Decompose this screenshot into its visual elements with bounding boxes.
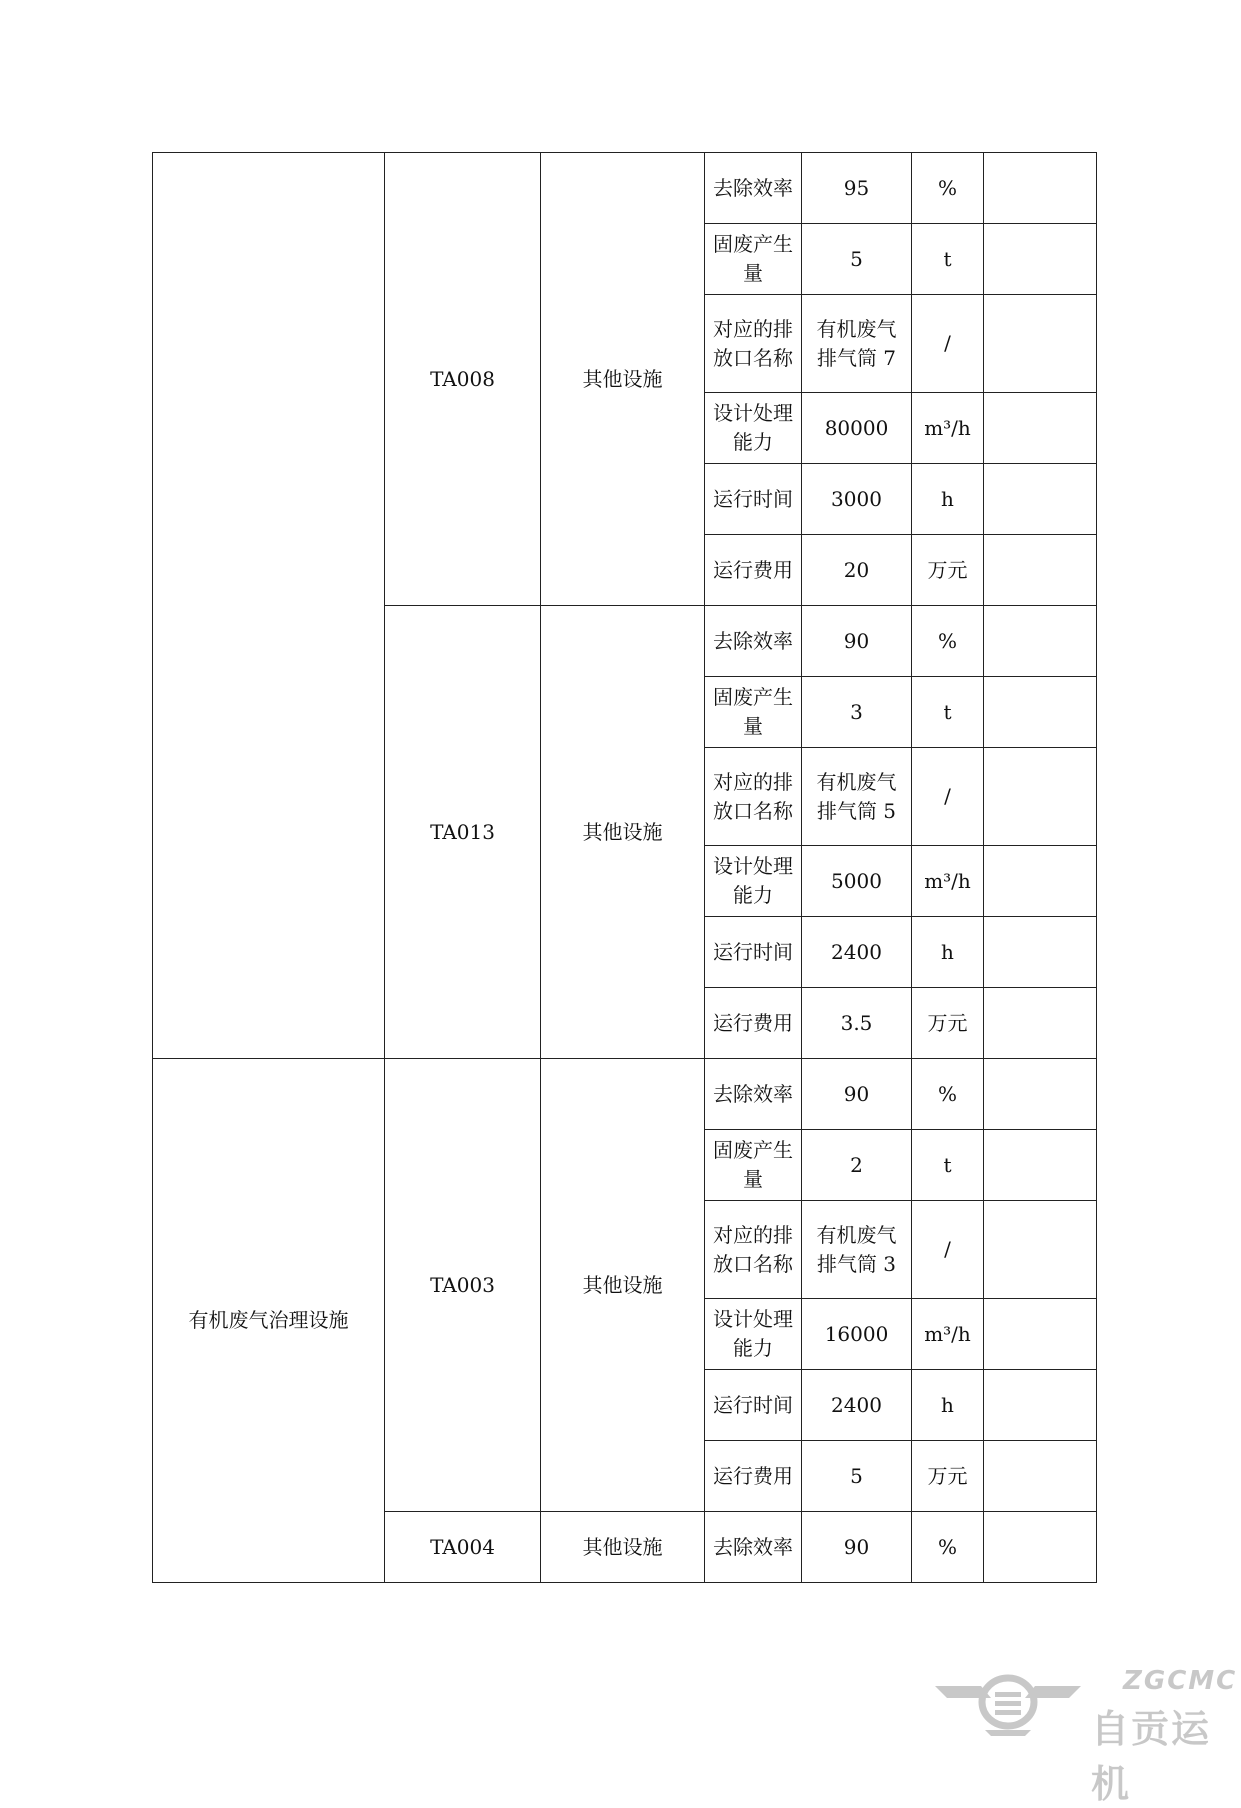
param-name-cell: 运行费用 <box>705 988 802 1059</box>
remark-cell <box>984 1370 1097 1441</box>
param-name-cell: 设计处理能力 <box>705 846 802 917</box>
remark-cell <box>984 535 1097 606</box>
param-name-cell: 设计处理能力 <box>705 1299 802 1370</box>
param-value-cell: 20 <box>802 535 912 606</box>
remark-cell <box>984 1130 1097 1201</box>
param-name-cell: 固废产生量 <box>705 1130 802 1201</box>
param-unit-cell: 万元 <box>912 1441 984 1512</box>
remark-cell <box>984 988 1097 1059</box>
param-value-cell: 有机废气排气筒 5 <box>802 748 912 846</box>
watermark-bottom-text: 自贡运机 <box>1091 1707 1212 1806</box>
param-value-cell: 95 <box>802 153 912 224</box>
param-name-cell: 固废产生量 <box>705 677 802 748</box>
param-unit-cell: t <box>912 677 984 748</box>
category-cell: 有机废气治理设施 <box>153 1059 385 1583</box>
remark-cell <box>984 1059 1097 1130</box>
param-value-cell: 2 <box>802 1130 912 1201</box>
remark-cell <box>984 393 1097 464</box>
param-value-cell: 3000 <box>802 464 912 535</box>
param-unit-cell: % <box>912 606 984 677</box>
param-value-cell: 5 <box>802 224 912 295</box>
param-unit-cell: t <box>912 1130 984 1201</box>
param-value-cell: 2400 <box>802 917 912 988</box>
param-unit-cell: m³/h <box>912 393 984 464</box>
table-row <box>153 1059 1097 1130</box>
remark-cell <box>984 224 1097 295</box>
param-unit-cell: % <box>912 153 984 224</box>
remark-cell <box>984 1512 1097 1583</box>
remark-cell <box>984 917 1097 988</box>
facility-type-cell: 其他设施 <box>541 606 705 1059</box>
param-value-cell: 3 <box>802 677 912 748</box>
param-value-cell: 90 <box>802 1512 912 1583</box>
param-value-cell: 80000 <box>802 393 912 464</box>
param-name-cell: 运行时间 <box>705 1370 802 1441</box>
facility-code-cell: TA003 <box>385 1059 541 1512</box>
remark-cell <box>984 464 1097 535</box>
remark-cell <box>984 1299 1097 1370</box>
remark-cell <box>984 1441 1097 1512</box>
watermark-top-text: ZGCMC <box>1123 1666 1238 1696</box>
category-cell-continued <box>153 153 385 1059</box>
facility-parameter-table <box>152 152 1097 1583</box>
param-value-cell: 2400 <box>802 1370 912 1441</box>
table-row <box>153 153 1097 224</box>
param-name-cell: 对应的排放口名称 <box>705 1201 802 1299</box>
param-name-cell: 对应的排放口名称 <box>705 748 802 846</box>
param-unit-cell: m³/h <box>912 846 984 917</box>
param-name-cell: 去除效率 <box>705 606 802 677</box>
remark-cell <box>984 846 1097 917</box>
remark-cell <box>984 295 1097 393</box>
facility-code-cell: TA013 <box>385 606 541 1059</box>
param-unit-cell: 万元 <box>912 535 984 606</box>
param-unit-cell: m³/h <box>912 1299 984 1370</box>
param-name-cell: 去除效率 <box>705 1512 802 1583</box>
param-unit-cell: h <box>912 1370 984 1441</box>
param-name-cell: 对应的排放口名称 <box>705 295 802 393</box>
remark-cell <box>984 677 1097 748</box>
facility-code-cell: TA008 <box>385 153 541 606</box>
param-value-cell: 16000 <box>802 1299 912 1370</box>
param-value-cell: 3.5 <box>802 988 912 1059</box>
param-name-cell: 运行费用 <box>705 535 802 606</box>
param-unit-cell: % <box>912 1059 984 1130</box>
param-name-cell: 运行时间 <box>705 917 802 988</box>
param-name-cell: 去除效率 <box>705 153 802 224</box>
remark-cell <box>984 153 1097 224</box>
param-value-cell: 有机废气排气筒 3 <box>802 1201 912 1299</box>
param-unit-cell: h <box>912 464 984 535</box>
param-unit-cell: / <box>912 748 984 846</box>
remark-cell <box>984 606 1097 677</box>
param-unit-cell: h <box>912 917 984 988</box>
param-unit-cell: / <box>912 1201 984 1299</box>
param-name-cell: 去除效率 <box>705 1059 802 1130</box>
facility-type-cell: 其他设施 <box>541 1059 705 1512</box>
param-value-cell: 5 <box>802 1441 912 1512</box>
param-unit-cell: 万元 <box>912 988 984 1059</box>
facility-code-cell: TA004 <box>385 1512 541 1583</box>
logo-emblem-icon <box>933 1668 1083 1738</box>
param-name-cell: 运行费用 <box>705 1441 802 1512</box>
param-name-cell: 设计处理能力 <box>705 393 802 464</box>
watermark-logo <box>933 1664 1238 1806</box>
param-value-cell: 5000 <box>802 846 912 917</box>
param-unit-cell: % <box>912 1512 984 1583</box>
remark-cell <box>984 1201 1097 1299</box>
param-name-cell: 运行时间 <box>705 464 802 535</box>
remark-cell <box>984 748 1097 846</box>
param-value-cell: 90 <box>802 606 912 677</box>
param-name-cell: 固废产生量 <box>705 224 802 295</box>
param-unit-cell: t <box>912 224 984 295</box>
param-value-cell: 有机废气排气筒 7 <box>802 295 912 393</box>
param-value-cell: 90 <box>802 1059 912 1130</box>
facility-type-cell: 其他设施 <box>541 1512 705 1583</box>
facility-type-cell: 其他设施 <box>541 153 705 606</box>
param-unit-cell: / <box>912 295 984 393</box>
